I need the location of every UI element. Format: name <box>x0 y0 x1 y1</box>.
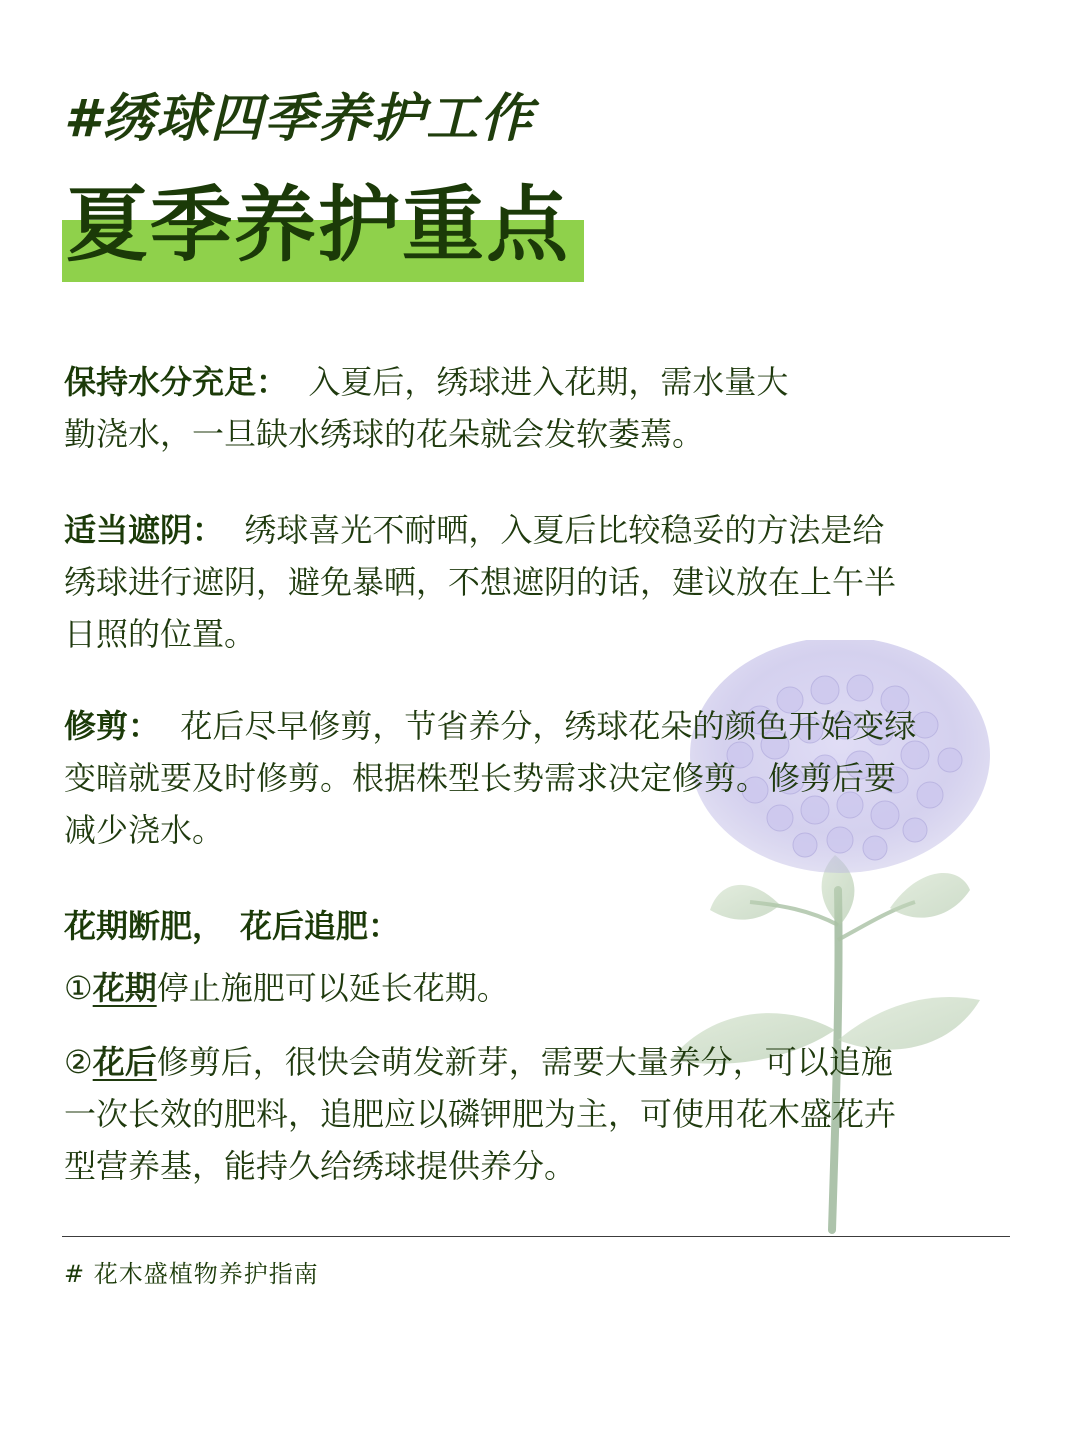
item-text: 停止施肥可以延长花期。 <box>156 969 509 1007</box>
list-item <box>64 962 1004 1014</box>
section-text: 减少浇水。 <box>64 811 225 849</box>
section-heading: 适当遮阴： <box>64 511 225 549</box>
footer-hashtag: # 花木盛植物养护指南 <box>64 1260 319 1288</box>
page-title-text: 夏季养护重点 <box>66 178 571 273</box>
tag-line: #绣球四季养护工作 <box>64 89 535 149</box>
page-title <box>62 168 584 284</box>
section-heading: 保持水分充足： <box>64 363 289 401</box>
item-keyword: 花期 <box>92 969 157 1007</box>
item-text: 一次长效的肥料，追肥应以磷钾肥为主，可使用花木盛花卉 <box>64 1095 897 1133</box>
section-heading: 花期断肥， 花后追肥： <box>64 907 401 945</box>
section-fertilizing <box>64 900 1014 952</box>
item-marker: ② <box>64 1043 93 1081</box>
item-keyword: 花后 <box>92 1043 157 1081</box>
item-marker: ① <box>64 969 93 1007</box>
item-text: 修剪后，很快会萌发新芽，需要大量养分，可以追施 <box>156 1043 893 1081</box>
section-watering <box>64 356 1014 460</box>
section-text: 绣球进行遮阴，避免暴晒，不想遮阴的话，建议放在上午半 <box>64 563 897 601</box>
section-pruning <box>64 700 1014 856</box>
section-heading: 修剪： <box>64 707 161 745</box>
section-shading <box>64 504 1014 660</box>
section-text: 入夏后，绣球进入花期，需水量大 <box>308 363 789 401</box>
section-text: 绣球喜光不耐晒，入夏后比较稳妥的方法是给 <box>244 511 885 549</box>
section-text: 变暗就要及时修剪。根据株型长势需求决定修剪。修剪后要 <box>64 759 897 797</box>
section-text: 花后尽早修剪，节省养分，绣球花朵的颜色开始变绿 <box>180 707 917 745</box>
item-text: 型营养基，能持久给绣球提供养分。 <box>64 1147 577 1185</box>
list-item <box>64 1036 1004 1192</box>
section-text: 勤浇水，一旦缺水绣球的花朵就会发软萎蔫。 <box>64 415 705 453</box>
section-text: 日照的位置。 <box>64 615 257 653</box>
